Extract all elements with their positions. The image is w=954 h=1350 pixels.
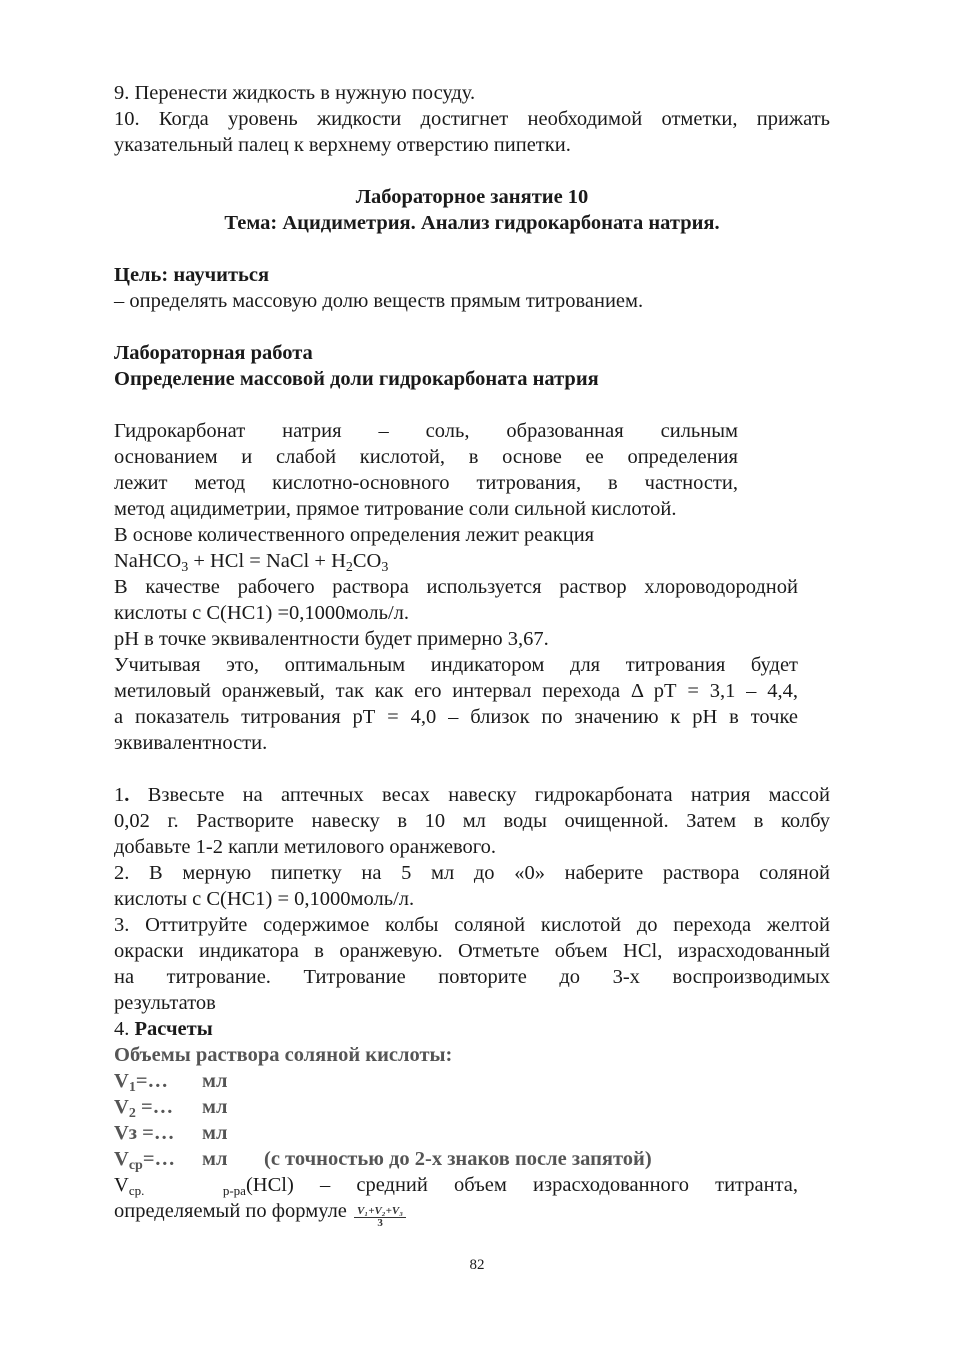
goal-text: – определять массовую долю веществ прямым титрованием. xyxy=(114,290,644,312)
calc-v1: $V_1=\dots$ мл xyxy=(114,1070,228,1095)
intro-line: В качестве рабочего раствора используется раствор хлороводородной xyxy=(114,576,798,598)
calc-heading: Объемы раствора соляной кислоты: xyxy=(114,1044,453,1066)
intro-line: метиловый оранжевый, так как его интервал перехода Δ рТ = 3,1 – 4,4, xyxy=(114,680,798,702)
intro-line: а показатель титрования рТ = 4,0 – близок по значению к рН в точке xyxy=(114,706,798,728)
intro-block xyxy=(114,418,738,522)
procedure-step-1-line3: добавьте 1-2 капли метилового оранжевого. xyxy=(114,836,497,858)
average-formula: $\frac{\text{V₁+V₂+V₃}}{3}$ xyxy=(354,1205,406,1229)
calc-definition-line2: определяемый по формуле $\frac{\text{V₁+V₂+V₃}}{3}$ xyxy=(114,1198,798,1229)
procedure-step-3-line1: 3. Оттитруйте содержимое колбы соляной кислотой до перехода желтой xyxy=(114,914,830,936)
reaction-equation: NaHCO$_3$ + HCl = NaCl + $H_2CO_3$ xyxy=(114,550,389,575)
procedure-step-3-line3: на титрование. Титрование повторите до 3-х воспроизводимых xyxy=(114,966,830,988)
lesson-title: Лабораторное занятие 10 xyxy=(355,186,589,208)
lesson-topic: Тема: Ацидиметрия. Анализ гидрокарбоната натрия. xyxy=(224,212,720,234)
page-number: 82 xyxy=(469,1257,485,1273)
step-10-line1: 10. Когда уровень жидкости достигнет необходимой отметки, прижать xyxy=(114,108,830,130)
intro-line: Учитывая это, оптимальным индикатором для титрования будет xyxy=(114,654,798,676)
procedure-step-1-line2: 0,02 г. Растворите навеску в 10 мл воды очищенной. Затем в колбу xyxy=(114,810,830,832)
procedure-step-3-line2: окраски индикатора в оранжевую. Отметьте объем HCl, израсходованный xyxy=(114,940,830,962)
intro-line: основанием и слабой кислотой, в основе ее определения xyxy=(114,446,738,468)
procedure-step-2-line1: 2. В мерную пипетку на 5 мл до «0» наберите раствора соляной xyxy=(114,862,830,884)
document-page xyxy=(114,80,830,1229)
calc-v2: $V_2$ =… мл xyxy=(114,1096,228,1121)
procedure-step-3-line4: результатов xyxy=(114,992,216,1014)
procedure-step-1-line1: 1. Взвесьте на аптечных весах навеску гидрокарбоната натрия массой xyxy=(114,784,830,806)
lab-heading: Лабораторная работа xyxy=(114,342,313,364)
procedure-step-2-line2: кислоты с С(НС1) = 0,1000моль/л. xyxy=(114,888,415,910)
intro-line: рН в точке эквивалентности будет примерно 3,67. xyxy=(114,628,549,650)
step-9: 9. Перенести жидкость в нужную посуду. xyxy=(114,82,476,104)
intro-line: лежит метод кислотно-основного титрования, в частности, xyxy=(114,472,738,494)
procedure-step-4: 4. Расчеты xyxy=(114,1018,213,1040)
intro-line: Гидрокарбонат натрия – соль, образованная сильным xyxy=(114,420,738,442)
calc-definition-line1: $V_{ср.}$ $_{р-ра}$(HCl) – средний объем израсходованного титранта, xyxy=(114,1174,799,1198)
intro-line: эквивалентности. xyxy=(114,732,268,754)
intro-block-2 xyxy=(114,574,798,756)
intro-line: кислоты с С(НС1) =0,1000моль/л. xyxy=(114,602,410,624)
intro-line: В основе количественного определения лежит реакция xyxy=(114,524,595,546)
goal-heading: Цель: научиться xyxy=(114,264,270,286)
lab-subheading: Определение массовой доли гидрокарбоната натрия xyxy=(114,368,599,390)
calc-v3: Vз =… мл xyxy=(114,1122,228,1144)
step-10-line2: указательный палец к верхнему отверстию пипетки. xyxy=(114,134,571,156)
calc-vavg: $V_{ср}=\dots$ мл (с точностью до 2-х знаков после запятой) xyxy=(114,1148,652,1173)
intro-line: метод ацидиметрии, прямое титрование соли сильной кислотой. xyxy=(114,498,677,520)
